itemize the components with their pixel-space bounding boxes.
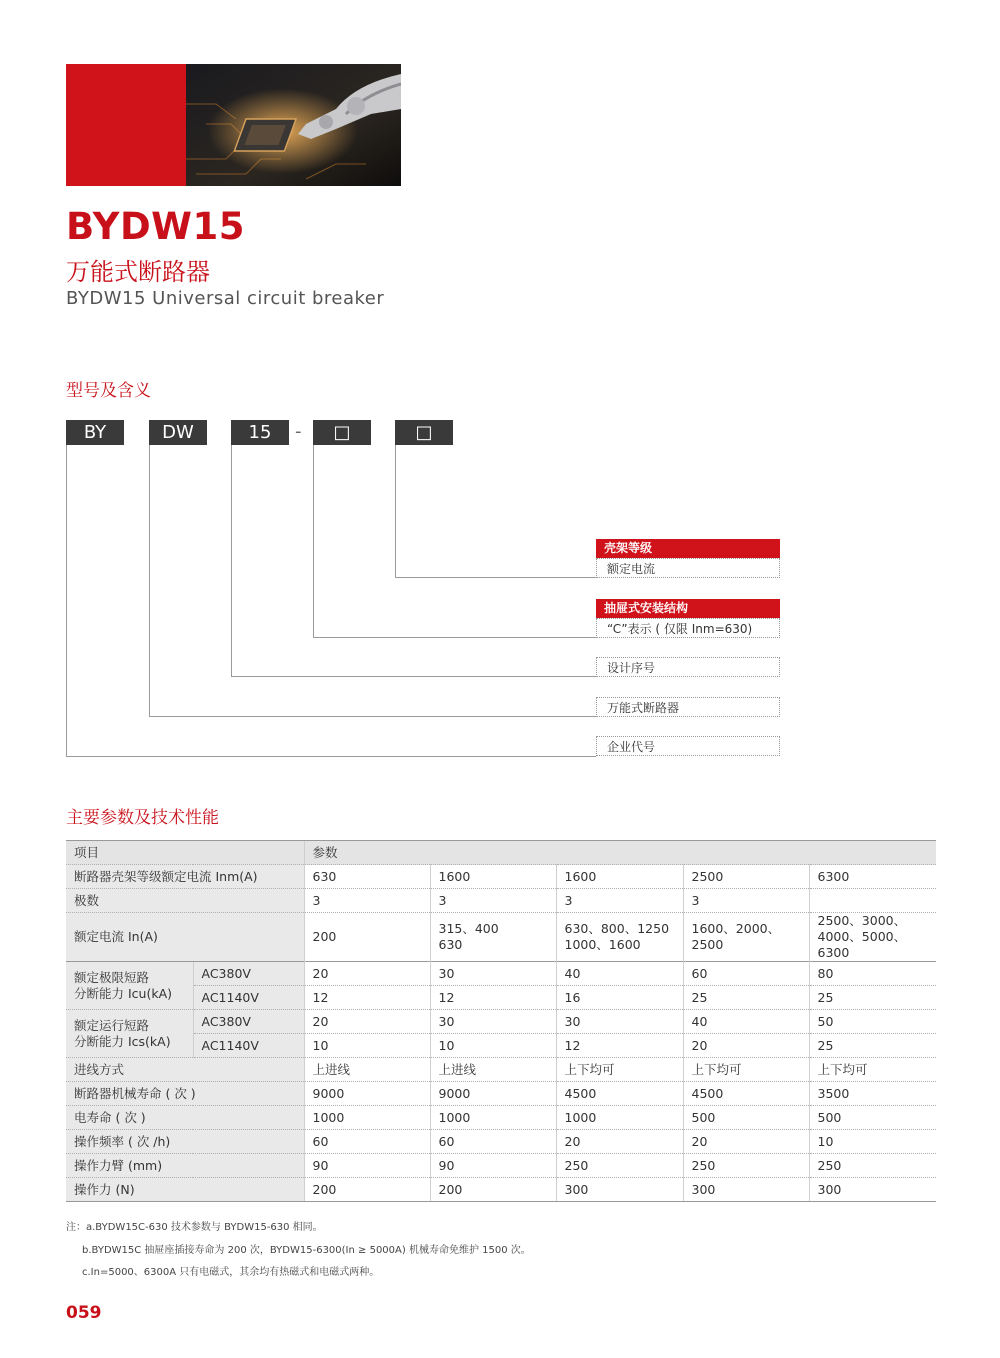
- table-cell: 80: [809, 962, 936, 986]
- code-box-dw: DW: [149, 420, 207, 445]
- connector-line: [395, 445, 396, 578]
- table-cell: 上下均可: [683, 1058, 809, 1082]
- table-cell: 250: [809, 1154, 936, 1178]
- frame-grade-header: 壳架等级: [596, 539, 780, 558]
- table-row: [66, 986, 936, 1010]
- company-code-label: 企业代号: [596, 736, 780, 756]
- table-cell: 40: [683, 1010, 809, 1034]
- table-cell: 1600: [430, 865, 556, 889]
- spec-section-title: 主要参数及技术性能: [66, 808, 219, 828]
- table-cell: 1000: [304, 1106, 430, 1130]
- row-label: 额定极限短路 分断能力 Icu(kA): [66, 962, 193, 1010]
- row-label: 电寿命 ( 次 ): [66, 1106, 304, 1130]
- row-label: 进线方式: [66, 1058, 304, 1082]
- header-params: 参数: [304, 841, 936, 865]
- row-label: 操作频率 ( 次 /h): [66, 1130, 304, 1154]
- table-cell: 500: [809, 1106, 936, 1130]
- table-cell: 90: [430, 1154, 556, 1178]
- table-row: [66, 913, 936, 962]
- table-cell: 9000: [430, 1082, 556, 1106]
- drawer-structure-desc: “C”表示 ( 仅限 Inm=630): [596, 618, 780, 638]
- table-cell: 12: [430, 986, 556, 1010]
- row-label: 极数: [66, 889, 304, 913]
- table-cell: 12: [304, 986, 430, 1010]
- row-label: 额定运行短路 分断能力 Ics(kA): [66, 1010, 193, 1058]
- row-label: 额定电流 In(A): [66, 913, 304, 962]
- table-cell: 2500: [683, 865, 809, 889]
- table-row: [66, 1106, 936, 1130]
- note-a: 注：a.BYDW15C-630 技术参数与 BYDW15-630 相同。: [66, 1222, 323, 1233]
- connector-line: [395, 577, 596, 578]
- table-cell: 25: [809, 986, 936, 1010]
- table-cell: 250: [556, 1154, 683, 1178]
- voltage-label: AC380V: [193, 962, 304, 986]
- table-cell: 1000: [556, 1106, 683, 1130]
- note-c: c.In=5000、6300A 只有电磁式，其余均有热磁式和电磁式两种。: [82, 1267, 380, 1278]
- table-cell: 30: [430, 962, 556, 986]
- table-cell: 20: [556, 1130, 683, 1154]
- table-cell: 60: [304, 1130, 430, 1154]
- table-cell: 10: [304, 1034, 430, 1058]
- table-cell: 1600: [556, 865, 683, 889]
- table-row: [66, 1178, 936, 1202]
- table-cell: 16: [556, 986, 683, 1010]
- connector-line: [149, 716, 596, 717]
- table-cell: 300: [683, 1178, 809, 1202]
- table-cell: 300: [809, 1178, 936, 1202]
- table-cell: 20: [683, 1130, 809, 1154]
- table-cell: 30: [430, 1010, 556, 1034]
- table-cell: 1000: [430, 1106, 556, 1130]
- design-number-label: 设计序号: [596, 657, 780, 677]
- table-row: [66, 1010, 936, 1034]
- page-number: 059: [66, 1303, 102, 1323]
- table-cell: 9000: [304, 1082, 430, 1106]
- page-title-english: BYDW15 Universal circuit breaker: [66, 288, 385, 309]
- voltage-label: AC380V: [193, 1010, 304, 1034]
- table-cell: 20: [304, 962, 430, 986]
- table-cell: 6300: [809, 865, 936, 889]
- table-cell: 300: [556, 1178, 683, 1202]
- table-cell: 25: [683, 986, 809, 1010]
- note-b: b.BYDW15C 抽屉座插接寿命为 200 次，BYDW15-6300(In ≥ 5000A) 机械寿命免维护 1500 次。: [82, 1245, 531, 1256]
- table-cell: 630: [304, 865, 430, 889]
- code-box-drawer: □: [313, 420, 371, 445]
- table-row: [66, 962, 936, 986]
- table-header-row: [66, 841, 936, 865]
- table-cell: 3: [556, 889, 683, 913]
- table-cell: 500: [683, 1106, 809, 1130]
- table-cell: [809, 889, 936, 913]
- table-row: [66, 865, 936, 889]
- table-cell: 630、800、1250 1000、1600: [556, 913, 683, 962]
- table-cell: 20: [304, 1010, 430, 1034]
- table-cell: 200: [304, 913, 430, 962]
- table-cell: 上进线: [430, 1058, 556, 1082]
- table-cell: 25: [809, 1034, 936, 1058]
- connector-line: [231, 445, 232, 677]
- table-row: [66, 889, 936, 913]
- model-section-title: 型号及含义: [66, 381, 151, 401]
- table-cell: 250: [683, 1154, 809, 1178]
- table-cell: 50: [809, 1010, 936, 1034]
- spec-table: [66, 840, 936, 1202]
- code-box-frame: □: [395, 420, 453, 445]
- table-cell: 3: [683, 889, 809, 913]
- table-cell: 上进线: [304, 1058, 430, 1082]
- table-cell: 3: [430, 889, 556, 913]
- table-cell: 315、400 630: [430, 913, 556, 962]
- table-cell: 1600、2000、 2500: [683, 913, 809, 962]
- voltage-label: AC1140V: [193, 1034, 304, 1058]
- table-cell: 60: [683, 962, 809, 986]
- table-cell: 20: [683, 1034, 809, 1058]
- table-cell: 3: [304, 889, 430, 913]
- banner-red-block: [66, 64, 186, 186]
- connector-line: [66, 445, 67, 757]
- table-row: [66, 1154, 936, 1178]
- table-row: [66, 1034, 936, 1058]
- breaker-type-label: 万能式断路器: [596, 697, 780, 717]
- connector-line: [66, 756, 596, 757]
- row-label: 操作力臂 (mm): [66, 1154, 304, 1178]
- table-cell: 4500: [556, 1082, 683, 1106]
- table-cell: 上下均可: [556, 1058, 683, 1082]
- table-cell: 3500: [809, 1082, 936, 1106]
- row-label: 操作力 (N): [66, 1178, 304, 1202]
- banner-robot-chip-image: [186, 64, 401, 186]
- table-cell: 200: [304, 1178, 430, 1202]
- table-cell: 30: [556, 1010, 683, 1034]
- table-cell: 40: [556, 962, 683, 986]
- drawer-structure-header: 抽屉式安装结构: [596, 599, 780, 618]
- table-cell: 上下均可: [809, 1058, 936, 1082]
- page-title-chinese: 万能式断路器: [66, 258, 210, 286]
- row-label: 断路器机械寿命 ( 次 ): [66, 1082, 304, 1106]
- connector-line: [313, 637, 596, 638]
- table-cell: 12: [556, 1034, 683, 1058]
- connector-line: [231, 676, 596, 677]
- table-cell: 10: [430, 1034, 556, 1058]
- table-cell: 10: [809, 1130, 936, 1154]
- header-item: 项目: [66, 841, 304, 865]
- table-row: [66, 1082, 936, 1106]
- table-row: [66, 1058, 936, 1082]
- row-label: 断路器壳架等级额定电流 Inm(A): [66, 865, 304, 889]
- table-cell: 2500、3000、 4000、5000、6300: [809, 913, 936, 962]
- code-box-by: BY: [66, 420, 124, 445]
- table-cell: 60: [430, 1130, 556, 1154]
- table-row: [66, 1130, 936, 1154]
- connector-line: [313, 445, 314, 638]
- table-cell: 4500: [683, 1082, 809, 1106]
- voltage-label: AC1140V: [193, 986, 304, 1010]
- frame-grade-desc: 额定电流: [596, 558, 780, 578]
- table-cell: 90: [304, 1154, 430, 1178]
- page-title-model: BYDW15: [66, 205, 245, 248]
- connector-line: [149, 445, 150, 717]
- code-box-15: 15: [231, 420, 289, 445]
- table-cell: 200: [430, 1178, 556, 1202]
- code-dash: -: [295, 421, 302, 442]
